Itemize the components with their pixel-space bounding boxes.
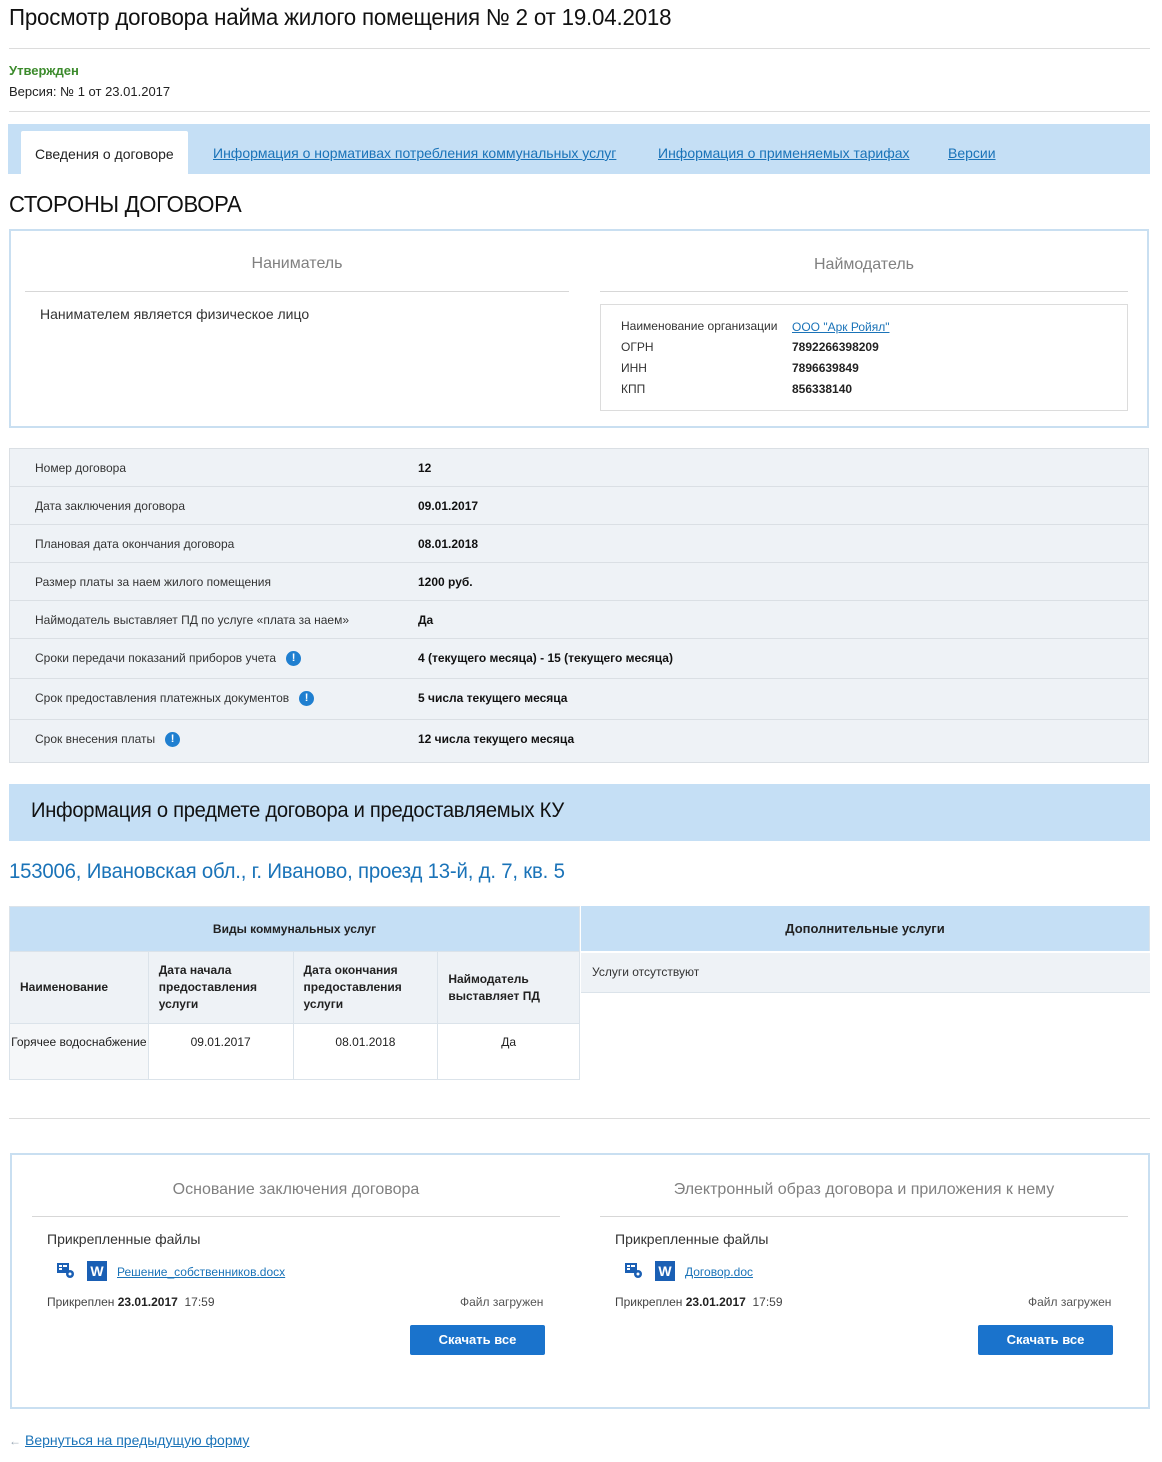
upload-status: Файл загружен	[460, 1295, 544, 1309]
divider	[25, 291, 569, 292]
detail-value: 5 числа текущего месяца	[418, 691, 568, 705]
version-text: Версия: № 1 от 23.01.2017	[9, 84, 171, 99]
kpp-value: 856338140	[792, 382, 853, 396]
settings-icon[interactable]	[625, 1263, 643, 1279]
files-panel	[10, 1153, 1150, 1409]
divider	[9, 48, 1150, 49]
tab-bar	[8, 124, 1150, 174]
download-all-button[interactable]: Скачать все	[978, 1325, 1113, 1355]
detail-value: 1200 руб.	[418, 575, 473, 589]
attached-files-label: Прикрепленные файлы	[615, 1231, 769, 1247]
word-file-icon: W	[87, 1261, 107, 1281]
tenant-text: Нанимателем является физическое лицо	[40, 306, 310, 322]
parties-panel	[9, 229, 1149, 428]
detail-value: 09.01.2017	[418, 499, 479, 513]
arrow-left-icon: ←	[9, 1434, 21, 1448]
page-title: Просмотр договора найма жилого помещения № 2 от 19.04.2018	[9, 4, 672, 30]
landlord-org-box	[600, 304, 1128, 411]
detail-row	[10, 449, 1148, 487]
detail-label: Плановая дата окончания договора	[35, 537, 235, 551]
tab-consumption-norms[interactable]: Информация о нормативах потребления коммунальных услуг	[213, 145, 617, 161]
info-icon[interactable]: !	[286, 651, 301, 666]
inn-label: ИНН	[621, 361, 647, 375]
detail-label: Номер договора	[35, 461, 126, 475]
detail-label: Сроки передачи показаний приборов учета	[35, 651, 277, 665]
ogrn-value: 7892266398209	[792, 340, 879, 354]
contract-details	[9, 448, 1149, 763]
detail-label: Срок предоставления платежных документов	[35, 691, 290, 705]
address-heading: 153006, Ивановская обл., г. Иваново, проезд 13-й, д. 7, кв. 5	[9, 860, 565, 883]
info-icon[interactable]: !	[165, 732, 180, 747]
table-cell: 09.01.2017	[148, 1024, 293, 1080]
attached-date: Прикреплен 23.01.2017 17:59	[47, 1295, 215, 1309]
status-badge: Утвержден	[9, 63, 79, 78]
file-item	[625, 1260, 925, 1282]
download-all-button[interactable]: Скачать все	[410, 1325, 545, 1355]
upload-status: Файл загружен	[1028, 1295, 1112, 1309]
detail-label: Наймодатель выставляет ПД по услуге «плата за наем»	[35, 613, 350, 627]
parties-heading: СТОРОНЫ ДОГОВОРА	[9, 191, 242, 217]
org-name-label: Наименование организации	[621, 319, 778, 333]
ogrn-label: ОГРН	[621, 340, 654, 354]
tab-versions[interactable]: Версии	[948, 145, 996, 161]
file-link[interactable]: Решение_собственников.docx	[117, 1265, 286, 1279]
column-header: Дата начала предоставления услуги	[148, 952, 293, 1024]
extra-services-title: Дополнительные услуги	[581, 906, 1150, 951]
detail-row	[10, 525, 1148, 563]
table-row	[10, 1024, 580, 1080]
divider	[9, 1118, 1150, 1119]
ku-banner-title: Информация о предмете договора и предоставляемых КУ	[31, 799, 564, 822]
detail-value: 12	[418, 461, 432, 475]
column-header: Наймодатель выставляет ПД	[438, 952, 580, 1024]
detail-row	[10, 563, 1148, 601]
attached-files-label: Прикрепленные файлы	[47, 1231, 201, 1247]
kpp-label: КПП	[621, 382, 646, 396]
ku-banner	[9, 784, 1150, 841]
table-cell: Да	[438, 1024, 580, 1080]
detail-row	[10, 639, 1148, 679]
tenant-title: Наниматель	[251, 255, 343, 272]
detail-row	[10, 679, 1148, 720]
detail-value: 4 (текущего месяца) - 15 (текущего месяца)	[418, 651, 673, 665]
services-table-title: Виды коммунальных услуг	[10, 907, 580, 952]
detail-row	[10, 720, 1148, 762]
column-header: Дата окончания предоставления услуги	[293, 952, 438, 1024]
detail-row	[10, 601, 1148, 639]
settings-icon[interactable]	[57, 1263, 75, 1279]
column-header: Наименование	[10, 952, 149, 1024]
file-item	[57, 1260, 357, 1282]
detail-label: Дата заключения договора	[35, 499, 186, 513]
divider	[9, 111, 1150, 112]
detail-label: Срок внесения платы	[35, 732, 156, 746]
electronic-copy-title: Электронный образ договора и приложения к нему	[673, 1181, 1055, 1198]
info-icon[interactable]: !	[299, 691, 314, 706]
attached-date: Прикреплен 23.01.2017 17:59	[615, 1295, 783, 1309]
extra-services-empty: Услуги отсутствуют	[581, 953, 1150, 993]
table-cell: 08.01.2018	[293, 1024, 438, 1080]
org-name-link[interactable]: ООО "Арк Ройял"	[792, 320, 890, 334]
detail-value: 08.01.2018	[418, 537, 479, 551]
tab-contract-info[interactable]: Сведения о договоре	[21, 131, 188, 174]
divider	[600, 291, 1128, 292]
table-cell: Горячее водоснабжение	[10, 1024, 149, 1080]
word-file-icon: W	[655, 1261, 675, 1281]
detail-value: Да	[418, 613, 434, 627]
landlord-title: Наймодатель	[813, 256, 914, 273]
divider	[600, 1216, 1128, 1217]
back-link[interactable]: Вернуться на предыдущую форму	[25, 1432, 250, 1448]
tab-tariffs[interactable]: Информация о применяемых тарифах	[658, 145, 910, 161]
detail-value: 12 числа текущего месяца	[418, 732, 575, 746]
divider	[32, 1216, 560, 1217]
file-link[interactable]: Договор.doc	[685, 1265, 753, 1279]
basis-title: Основание заключения договора	[172, 1181, 420, 1198]
detail-label: Размер платы за наем жилого помещения	[35, 575, 272, 589]
detail-row	[10, 487, 1148, 525]
utility-services-table	[9, 906, 580, 1080]
back-nav	[9, 1432, 249, 1448]
inn-value: 7896639849	[792, 361, 859, 375]
